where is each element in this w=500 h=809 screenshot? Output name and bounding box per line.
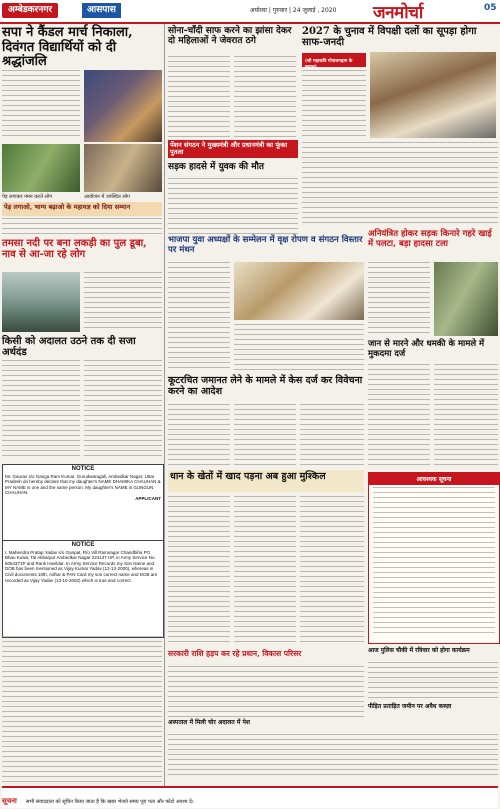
story-bridge-body [84,272,162,332]
story-accident-body [168,178,298,234]
story-land-grab [368,704,498,716]
story-threat-case [368,340,498,362]
story-fertilizer-body-1 [168,496,230,646]
headline: भाजपा युवा अध्यक्षों के सम्मेलन में वृक्ष रोपण व संगठन विस्तार पर मंथन [168,235,363,255]
headline: आज पुलिस चौकी में रविवार को होगा कार्यक्रम [368,647,470,654]
story-court-thief [168,720,364,732]
story-threat-body-2 [434,364,498,468]
story-bottom-body [168,734,498,778]
notice-body: I, Mahendra Pratap Yadav s/o Ganpat, R/o Vill Ramnagar Chandbiha PO Bhau Kuwa, Tal Akbarpur Ambedkar Nagar 224147 UP, in Army Service No. 5054371P and Rank Havildar. In Army Service Records my Son Name and DOB has been mentioned as Vijay Kumar Yadav (12-12-2000), whereas in Civil documents 10th, Adhar & PAN Card my son correct name and DOB are recorded as Vijay Yadav (13-10-2002) which is true and correct. [5,549,158,583]
notice-body: Mr. Gaurav s/o Ganga Ram Kumar. Gurudwaragali, Ambedkar Nagar, Uttar Pradesh do hereby declare that my daughter's NAME DHAMIKA CHAUHAN & MY NAME is one and the same person. My daughter's NAME is GUNGUN CHAUHAN. [5,473,161,496]
story-bjp-body-1 [168,262,230,372]
headline: सड़क हादसे में युवक की मौत [168,162,265,172]
story-ornaments [168,26,298,56]
headline: तमसा नदी पर बना लकड़ी का पुल डूबा, नाव से आ-जा रहे लोग [2,238,147,261]
photo-gathering [84,144,162,192]
story-fertilizer [168,470,364,492]
notice-box-right [368,472,500,644]
story-forged-bail-body-1 [168,404,230,466]
headline: सपा ने कैंडल मार्च निकाला, दिवंगत विद्यार्थियों को दी श्रद्धांजलि [2,25,133,70]
photo-tree-plantation [2,144,80,192]
story-accident [168,162,298,176]
caption: आयोजन में उपस्थित लोग [84,194,130,200]
story-police-event [368,648,498,660]
story-bjp-body-2 [234,324,364,372]
notice-title: NOTICE [71,542,95,548]
notice-box-lines [373,487,495,637]
story-bridge [2,238,162,272]
caption: पेड़ लगाकर नमन करते लोग [2,194,53,200]
story-lead [2,25,162,70]
notice-box-title: आवश्यक सूचना [369,473,499,485]
story-ornaments-body-2 [234,56,296,138]
story-forged-bail-body-2 [234,404,296,466]
notice-applicant: APPLICANT [135,495,161,501]
story-court-body-1 [2,360,80,460]
story-forged-bail [168,376,364,402]
story-left-lower-body [2,636,162,786]
story-election [302,26,498,50]
headline: पेड़ लगाओ, भाग्य बढ़ाओ के महायज्ञ को दिया सम्मान [4,203,131,211]
headline: 2027 के चुनाव में विपक्षी दलों का सूपड़ा होगा साफ-जनदी [302,26,477,49]
story-forged-bail-body-3 [300,404,364,466]
story-election-kicker [302,53,366,70]
photo-river-boat [2,272,80,332]
bottom-notice [2,786,498,808]
headline: अनियंत्रित होकर सड़क किनारे गहरे खाई में पलटा, बड़ा हादसा टला [368,229,492,249]
story-ornaments-body [168,56,230,138]
story-court-fine [2,336,162,358]
story-tree-banner [2,202,162,216]
story-lead-body-1 [2,70,80,140]
headline: पेंशन संगठन ने मुख्यमंत्री और प्रधानमंत्री का फूंका पुतला [170,141,288,157]
story-fertilizer-body-2 [234,496,296,646]
story-vehicle-body [368,262,430,336]
photo-bjp-meeting [234,262,364,320]
story-police-body [368,662,498,702]
headline: अस्पताल में मिली चोर अदालत में पेश [168,719,250,726]
bottom-notice-title: सूचना [2,797,17,805]
story-fund-misuse-body [168,666,364,718]
kicker: (श्री महाकवि गोपालगढ़ाम के सवाल) [305,59,353,70]
section-label-primary: अम्बेडकरनगर [2,3,58,18]
photo-election-meeting [370,52,496,138]
story-bjp-youth [168,236,364,260]
notice-title: NOTICE [71,466,95,472]
story-fertilizer-body-3 [300,496,364,646]
dateline: अयोध्या | गुरुवार | 24 जुलाई , 2020 [250,7,337,14]
story-court-body-2 [84,360,162,460]
bottom-notice-body: सभी संवाददाता को सूचित किया जाता है कि खबर भेजते समय पूरा पता और फोटो अवश्य दें। [25,799,194,805]
section-label-secondary: आसपास [82,3,121,18]
story-vehicle-overturn [368,230,498,260]
headline: कूटरचित जमानत लेने के मामले में केस दर्ज कर विवेचना करने का आदेश [168,375,363,397]
legal-notice-army-record [2,540,164,638]
photo-candle-march [84,70,162,142]
headline: सोना-चाँदी साफ करने का झांसा देकर दो महिलाओं ने जेवरात ठगे [168,26,292,47]
page-number: 05 [484,3,497,13]
photo-overturned-vehicle [434,262,498,336]
story-pension [168,140,298,158]
story-threat-body-1 [368,364,430,468]
headline: पीड़ित प्रताड़ित जमीन पर अवैध कब्ज़ा [368,703,452,710]
story-election-body [302,70,366,140]
masthead [0,0,500,24]
headline: जान से मारने और धमकी के मामले में मुकदमा दर्ज [368,339,485,359]
story-fund-misuse [168,650,364,664]
column-divider [164,24,165,804]
headline: किसी को अदालत उठने तक दी सजा अर्थदंड [2,336,136,359]
story-election-continued [302,142,498,226]
legal-notice-name-change [2,464,164,542]
headline: धान के खेतों में खाद पड़ना अब हुआ मुश्किल [170,471,326,482]
headline: सरकारी राशि हड़प कर रहे प्रधान, विकास परिसर [168,649,302,658]
story-tree-body [2,218,162,236]
newspaper-brand: जनमोर्चा [373,3,423,23]
